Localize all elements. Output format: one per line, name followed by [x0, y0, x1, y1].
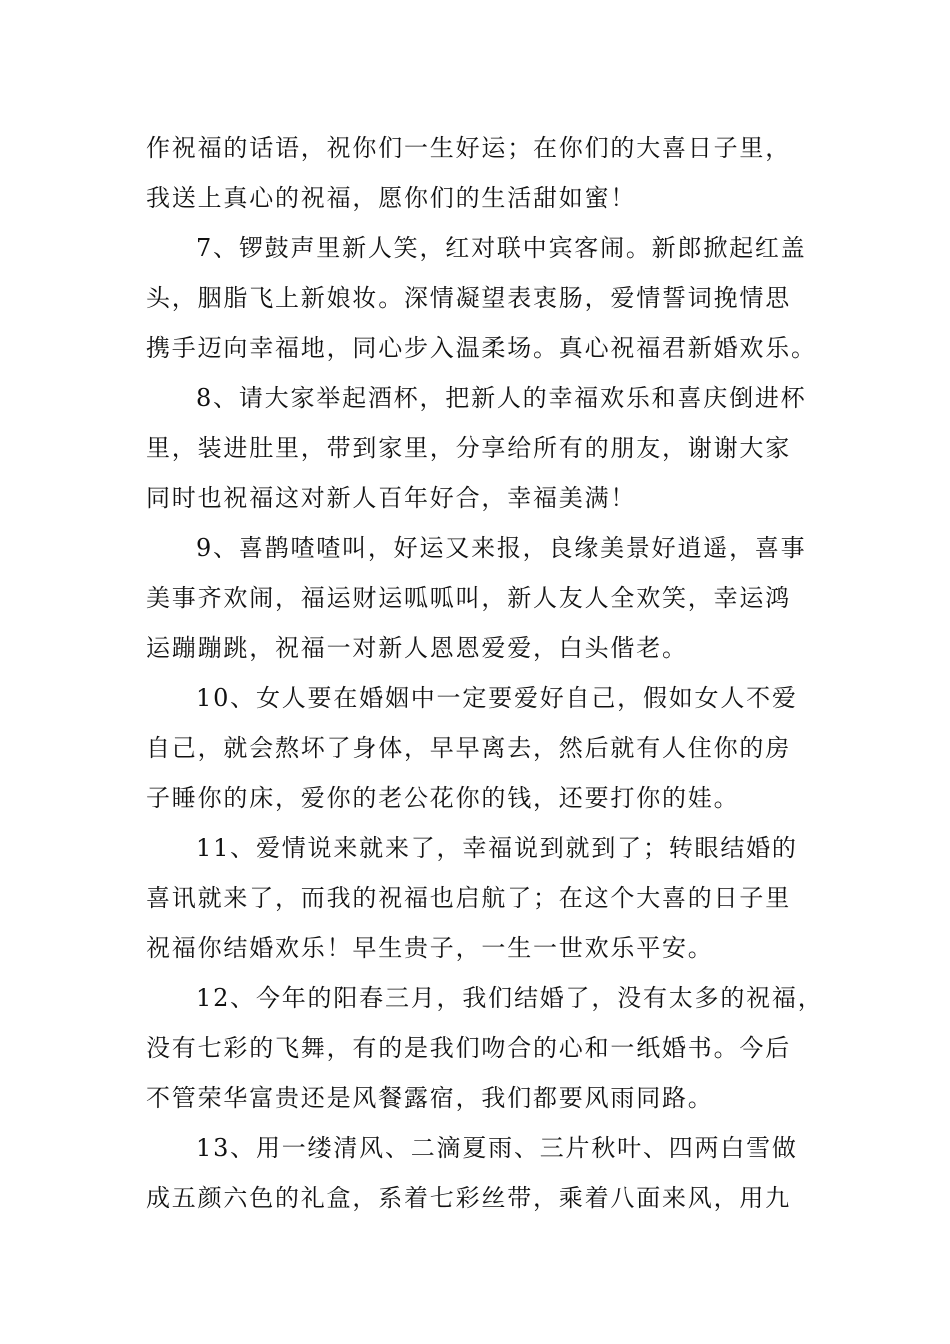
paragraph-10-start: 10、女人要在婚姻中一定要爱好自己，假如女人不爱	[196, 684, 798, 712]
text-line: 运蹦蹦跳，祝福一对新人恩恩爱爱，白头偕老。	[146, 634, 688, 662]
text-line: 自己，就会熬坏了身体，早早离去，然后就有人住你的房	[146, 734, 791, 762]
text-line: 成五颜六色的礼盒，系着七彩丝带，乘着八面来风，用九	[146, 1184, 791, 1212]
paragraph-8-start: 8、请大家举起酒杯，把新人的幸福欢乐和喜庆倒进杯	[196, 384, 807, 412]
text-line: 美事齐欢闹，福运财运呱呱叫，新人友人全欢笑，幸运鸿	[146, 584, 791, 612]
text-line: 不管荣华富贵还是风餐露宿，我们都要风雨同路。	[146, 1084, 714, 1112]
text-line: 头，胭脂飞上新娘妆。深情凝望表衷肠，爱情誓词挽情思	[146, 284, 791, 312]
text-line: 携手迈向幸福地，同心步入温柔场。真心祝福君新婚欢乐。	[146, 334, 817, 362]
text-line: 里，装进肚里，带到家里，分享给所有的朋友，谢谢大家	[146, 434, 791, 462]
text-line: 作祝福的话语，祝你们一生好运；在你们的大喜日子里，	[146, 134, 791, 162]
paragraph-12-start: 12、今年的阳春三月，我们结婚了，没有太多的祝福，	[196, 984, 824, 1012]
paragraph-11-start: 11、爱情说来就来了，幸福说到就到了；转眼结婚的	[196, 834, 798, 862]
text-line: 祝福你结婚欢乐！早生贵子，一生一世欢乐平安。	[146, 934, 714, 962]
text-line: 子睡你的床，爱你的老公花你的钱，还要打你的娃。	[146, 784, 740, 812]
text-line: 同时也祝福这对新人百年好合，幸福美满！	[146, 484, 637, 512]
paragraph-9-start: 9、喜鹊喳喳叫，好运又来报，良缘美景好逍遥，喜事	[196, 534, 807, 562]
text-line: 喜讯就来了，而我的祝福也启航了；在这个大喜的日子里	[146, 884, 791, 912]
text-line: 我送上真心的祝福，愿你们的生活甜如蜜！	[146, 184, 637, 212]
text-line: 没有七彩的飞舞，有的是我们吻合的心和一纸婚书。今后	[146, 1034, 791, 1062]
paragraph-13-start: 13、用一缕清风、二滴夏雨、三片秋叶、四两白雪做	[196, 1134, 798, 1162]
paragraph-7-start: 7、锣鼓声里新人笑，红对联中宾客闹。新郎掀起红盖	[196, 234, 807, 262]
